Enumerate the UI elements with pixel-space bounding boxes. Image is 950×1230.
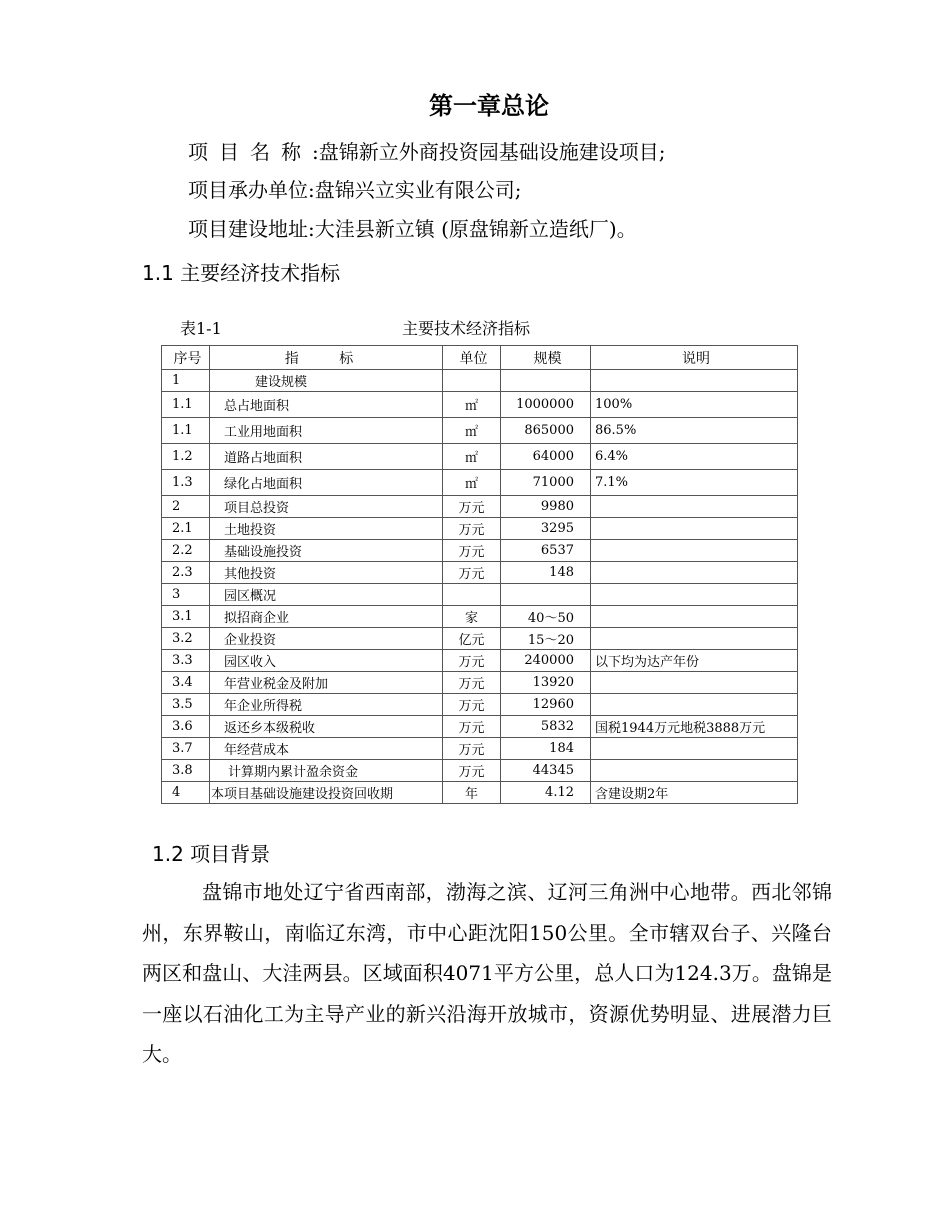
table-row	[162, 650, 798, 672]
cell-unit: ㎡	[443, 392, 501, 418]
table-row	[162, 496, 798, 518]
cell-indicator: 项目总投资	[210, 496, 443, 518]
background-paragraph: 盘锦市地处辽宁省西南部，渤海之滨、辽河三角洲中心地带。西北邻锦州，东界鞍山，南临辽东湾，市中心距沈阳150公里。全市辖双台子、兴隆台两区和盘山、大洼两县。区域面积4071平方公里，总人口为124.3万。盘锦是一座以石油化工为主导产业的新兴沿海开放城市，资源优势明显、进展潜力巨大。	[142, 880, 832, 1066]
cell-note	[591, 518, 798, 540]
cell-seq: 2	[162, 496, 210, 518]
cell-note: 以下均为达产年份	[591, 650, 798, 672]
project-organizer-value: :盘锦兴立实业有限公司;	[308, 178, 522, 202]
cell-indicator: 本项目基础设施建设投资回收期	[210, 782, 443, 804]
cell-indicator: 工业用地面积	[210, 418, 443, 444]
cell-note	[591, 694, 798, 716]
cell-indicator: 总占地面积	[210, 392, 443, 418]
cell-scale: 1000000	[501, 392, 591, 418]
cell-unit: ㎡	[443, 470, 501, 496]
table-caption-id: 表1-1	[180, 319, 222, 338]
cell-unit: 家	[443, 606, 501, 628]
cell-scale: 12960	[501, 694, 591, 716]
cell-note: 国税1944万元地税3888万元	[591, 716, 798, 738]
cell-seq: 3.8	[162, 760, 210, 782]
header-scale: 规模	[501, 346, 591, 370]
cell-seq: 1.1	[162, 418, 210, 444]
cell-note	[591, 738, 798, 760]
cell-seq: 3.5	[162, 694, 210, 716]
header-seq: 序号	[162, 346, 210, 370]
cell-indicator: 年企业所得税	[210, 694, 443, 716]
header-indicator: 指 标	[210, 346, 443, 370]
cell-note: 86.5%	[591, 418, 798, 444]
cell-seq: 1.1	[162, 392, 210, 418]
cell-seq: 1.2	[162, 444, 210, 470]
cell-note	[591, 562, 798, 584]
table-row	[162, 584, 798, 606]
table-row	[162, 562, 798, 584]
cell-scale: 71000	[501, 470, 591, 496]
cell-indicator: 园区收入	[210, 650, 443, 672]
table-row	[162, 392, 798, 418]
cell-indicator: 年经营成本	[210, 738, 443, 760]
table-row	[162, 470, 798, 496]
cell-scale: 64000	[501, 444, 591, 470]
cell-note: 100%	[591, 392, 798, 418]
cell-unit: ㎡	[443, 444, 501, 470]
cell-seq: 3.3	[162, 650, 210, 672]
chapter-title: 第一章总论	[429, 91, 549, 120]
cell-seq: 2.3	[162, 562, 210, 584]
cell-scale: 4.12	[501, 782, 591, 804]
cell-unit: 万元	[443, 738, 501, 760]
cell-unit: 万元	[443, 518, 501, 540]
project-name-line	[188, 136, 665, 165]
section-heading-background: 1.2 项目背景	[152, 842, 271, 866]
cell-indicator: 拟招商企业	[210, 606, 443, 628]
header-unit: 单位	[443, 346, 501, 370]
cell-indicator: 绿化占地面积	[210, 470, 443, 496]
cell-scale: 184	[501, 738, 591, 760]
cell-scale: 865000	[501, 418, 591, 444]
cell-seq: 4	[162, 782, 210, 804]
cell-unit: 年	[443, 782, 501, 804]
cell-scale: 44345	[501, 760, 591, 782]
table-body	[162, 370, 798, 804]
cell-note	[591, 628, 798, 650]
cell-unit: 万元	[443, 716, 501, 738]
cell-indicator: 建设规模	[210, 370, 443, 392]
cell-unit: 万元	[443, 540, 501, 562]
project-name-value: :盘锦新立外商投资园基础设施建设项目;	[312, 140, 666, 164]
cell-seq: 3.2	[162, 628, 210, 650]
cell-note	[591, 496, 798, 518]
cell-scale: 15～20	[501, 628, 591, 650]
table-row	[162, 418, 798, 444]
table-row	[162, 606, 798, 628]
project-name-label: 项目名称	[188, 140, 312, 164]
cell-note	[591, 584, 798, 606]
cell-scale: 3295	[501, 518, 591, 540]
cell-seq: 2.1	[162, 518, 210, 540]
cell-unit: 万元	[443, 562, 501, 584]
table-row	[162, 540, 798, 562]
cell-note	[591, 606, 798, 628]
project-location-label: 项目建设地址	[188, 217, 308, 241]
header-note: 说明	[591, 346, 798, 370]
cell-scale	[501, 370, 591, 392]
cell-unit: 万元	[443, 694, 501, 716]
cell-note: 含建设期2年	[591, 782, 798, 804]
cell-seq: 3	[162, 584, 210, 606]
cell-unit	[443, 584, 501, 606]
cell-seq: 1.3	[162, 470, 210, 496]
cell-scale	[501, 584, 591, 606]
table-row	[162, 694, 798, 716]
cell-note	[591, 672, 798, 694]
cell-seq: 1	[162, 370, 210, 392]
cell-seq: 2.2	[162, 540, 210, 562]
cell-scale: 6537	[501, 540, 591, 562]
cell-scale: 9980	[501, 496, 591, 518]
cell-note: 7.1%	[591, 470, 798, 496]
table-row	[162, 738, 798, 760]
cell-indicator: 基础设施投资	[210, 540, 443, 562]
cell-indicator: 道路占地面积	[210, 444, 443, 470]
table-row	[162, 370, 798, 392]
table-row	[162, 628, 798, 650]
cell-scale: 13920	[501, 672, 591, 694]
cell-scale: 5832	[501, 716, 591, 738]
table-row	[162, 716, 798, 738]
project-location-value: :大洼县新立镇 (原盘锦新立造纸厂)。	[308, 217, 637, 241]
cell-scale: 240000	[501, 650, 591, 672]
cell-indicator: 其他投资	[210, 562, 443, 584]
table-row	[162, 444, 798, 470]
cell-unit: 万元	[443, 760, 501, 782]
cell-note: 6.4%	[591, 444, 798, 470]
cell-note	[591, 370, 798, 392]
cell-seq: 3.6	[162, 716, 210, 738]
cell-indicator: 返还乡本级税收	[210, 716, 443, 738]
cell-indicator: 土地投资	[210, 518, 443, 540]
cell-indicator: 企业投资	[210, 628, 443, 650]
cell-scale: 40～50	[501, 606, 591, 628]
cell-scale: 148	[501, 562, 591, 584]
cell-seq: 3.1	[162, 606, 210, 628]
cell-unit: 万元	[443, 650, 501, 672]
cell-indicator: 园区概况	[210, 584, 443, 606]
cell-note	[591, 540, 798, 562]
table-row	[162, 782, 798, 804]
section-heading-indicators: 1.1 主要经济技术指标	[142, 261, 341, 285]
cell-indicator: 年营业税金及附加	[210, 672, 443, 694]
project-organizer-line	[188, 174, 521, 203]
table-row	[162, 518, 798, 540]
table-row	[162, 760, 798, 782]
cell-seq: 3.4	[162, 672, 210, 694]
cell-unit	[443, 370, 501, 392]
cell-seq: 3.7	[162, 738, 210, 760]
table-row	[162, 672, 798, 694]
project-location-line	[188, 213, 637, 242]
cell-unit: 万元	[443, 672, 501, 694]
cell-unit: 万元	[443, 496, 501, 518]
project-organizer-label: 项目承办单位	[188, 178, 308, 202]
table-header-row	[162, 346, 798, 370]
indicators-table	[161, 345, 798, 804]
cell-unit: 亿元	[443, 628, 501, 650]
table-caption-title: 主要技术经济指标	[402, 319, 531, 338]
cell-indicator: 计算期内累计盈余资金	[210, 760, 443, 782]
cell-unit: ㎡	[443, 418, 501, 444]
cell-note	[591, 760, 798, 782]
